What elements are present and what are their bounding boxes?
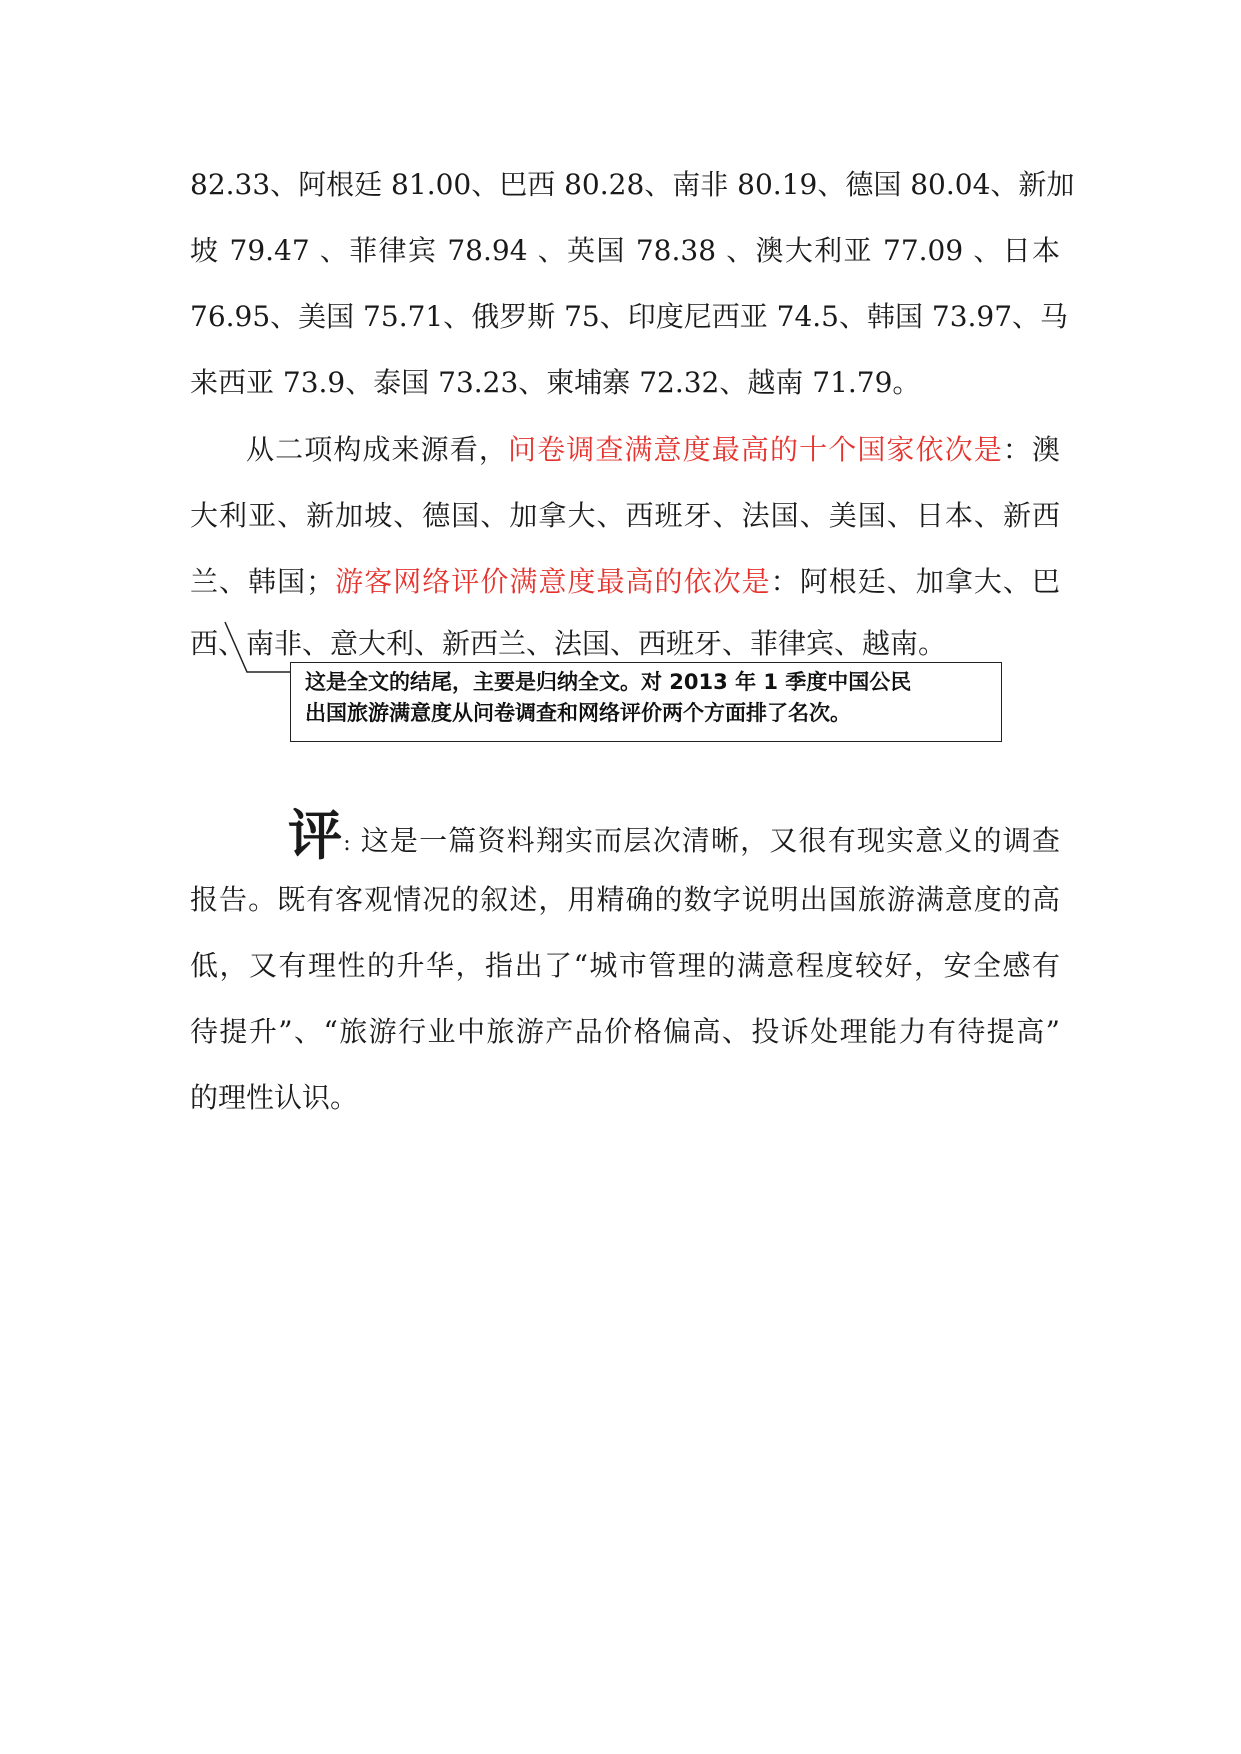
body-line-1: 82.33、阿根廷 81.00、巴西 80.28、南非 80.19、德国 80.04、新加 (190, 168, 1075, 201)
para2-line-3-post: ：阿根廷、加拿大、巴 (770, 565, 1060, 598)
comment-line-3: 低，又有理性的升华，指出了“城市管理的满意程度较好，安全感有 (190, 949, 1060, 982)
comment-line-4: 待提升”、“旅游行业中旅游产品价格偏高、投诉处理能力有待提高” (190, 1015, 1060, 1048)
para2-line-2: 大利亚、新加坡、德国、加拿大、西班牙、法国、美国、日本、新西 (190, 499, 1060, 532)
para2-line-1-post: ：澳 (1002, 433, 1060, 466)
comment-line-2: 报告。既有客观情况的叙述，用精确的数字说明出国旅游满意度的高 (190, 883, 1060, 916)
para2-line-1-pre: 从二项构成来源看， (246, 433, 508, 466)
para2-line-1 (246, 430, 1060, 470)
callout-line-1: 这是全文的结尾，主要是归纳全文。对 2013 年 1 季度中国公民 (305, 670, 912, 694)
para2-line-3-pre: 兰、韩国； (190, 565, 335, 598)
comment-colon: : (343, 831, 351, 856)
body-line-2: 坡 79.47 、菲律宾 78.94 、英国 78.38 、澳大利亚 77.09 、日本 (190, 234, 1060, 267)
body-line-3: 76.95、美国 75.71、俄罗斯 75、印度尼西亚 74.5、韩国 73.97、马 (190, 300, 1069, 333)
comment-line-1 (288, 803, 1060, 867)
callout-note (290, 662, 1002, 742)
body-line-4: 来西亚 73.9、泰国 73.23、柬埔寨 72.32、越南 71.79。 (190, 366, 921, 399)
comment-mark: 评 (288, 803, 344, 867)
comment-line-5: 的理性认识。 (190, 1081, 359, 1114)
para2-highlight-online: 游客网络评价满意度最高的依次是 (334, 565, 771, 598)
para2-line-3 (190, 562, 1060, 602)
comment-line-1-text: 这是一篇资料翔实而层次清晰，又很有现实意义的调查 (350, 824, 1060, 857)
callout-line-2: 出国旅游满意度从问卷调查和网络评价两个方面排了名次。 (305, 701, 851, 725)
para2-highlight-survey: 问卷调查满意度最高的十个国家依次是 (508, 433, 1003, 466)
para2-line-4: 西、南非、意大利、新西兰、法国、西班牙、菲律宾、越南。 (190, 627, 947, 660)
